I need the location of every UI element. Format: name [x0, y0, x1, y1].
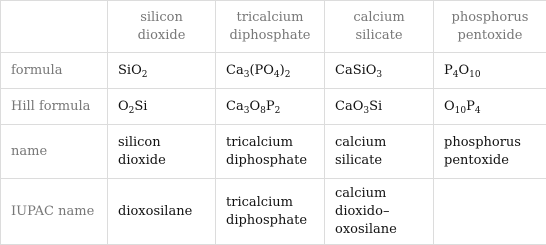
column-header-label: tricalcium diphosphate [229, 9, 311, 43]
name-cell [216, 125, 325, 179]
column-header-calcium-silicate [325, 1, 434, 53]
formula-subscript: 3 [363, 105, 370, 116]
name-cell [325, 125, 434, 179]
hill-formula-cell [108, 89, 216, 125]
formula-text: O [458, 62, 470, 78]
formula-text: O [444, 98, 455, 114]
iupac-name-text: calcium dioxido– oxosilane [335, 185, 397, 237]
hill-formula-cell [325, 89, 434, 125]
name-text: phosphorus pentoxide [444, 134, 521, 168]
formula-text: CaO [335, 98, 364, 114]
formula-subscript: 3 [243, 105, 250, 116]
iupac-name-cell [216, 179, 325, 245]
name-cell [434, 125, 546, 179]
formula-subscript: 3 [243, 69, 250, 80]
header-row [1, 1, 546, 53]
hill-formula-cell [216, 89, 325, 125]
formula-subscript: 2 [128, 105, 135, 116]
formula-cell [434, 53, 546, 89]
formula-subscript: 8 [260, 105, 266, 116]
name-text: calcium silicate [335, 134, 387, 168]
name-text: tricalcium diphosphate [226, 134, 308, 168]
column-header-tricalcium-diphosphate [216, 1, 325, 53]
formula-text: (PO [249, 62, 274, 78]
row-header-name: name [1, 125, 108, 179]
formula-text: Ca [226, 62, 244, 78]
formula-subscript: 2 [284, 69, 291, 80]
iupac-name-cell [325, 179, 434, 245]
formula-subscript: 4 [452, 69, 459, 80]
iupac-name-cell [434, 179, 546, 245]
row-header-formula: formula [1, 53, 108, 89]
name-text: silicon dioxide [118, 134, 166, 168]
hill-formula-cell [434, 89, 546, 125]
formula-subscript: 2 [141, 69, 148, 80]
column-header-label: silicon dioxide [137, 9, 186, 43]
formula-text: SiO [118, 62, 142, 78]
formula-subscript: 10 [469, 69, 481, 80]
formula-subscript: 4 [273, 69, 280, 80]
row-header-iupac-name: IUPAC name [1, 179, 108, 245]
formula-text: O [118, 98, 129, 114]
column-header-label: calcium silicate [353, 9, 405, 43]
formula-text: P [466, 98, 475, 114]
formula-text: Ca [226, 98, 244, 114]
name-cell [108, 125, 216, 179]
formula-text: P [265, 98, 275, 114]
iupac-name-text: dioxosilane [118, 203, 193, 219]
formula-text: Si [369, 98, 383, 114]
formula-cell [108, 53, 216, 89]
table-row-formula [1, 53, 546, 89]
formula-text: O [249, 98, 261, 114]
formula-text: ) [279, 62, 285, 78]
corner-cell [1, 1, 108, 53]
formula-subscript: 2 [274, 105, 281, 116]
column-header-phosphorus-pentoxide [434, 1, 546, 53]
formula-text: P [444, 62, 453, 78]
table-row-hill-formula [1, 89, 546, 125]
table-row-name [1, 125, 546, 179]
iupac-name-text: tricalcium diphosphate [226, 194, 308, 228]
formula-subscript: 4 [474, 105, 481, 116]
formula-text: CaSiO [335, 62, 377, 78]
iupac-name-cell [108, 179, 216, 245]
formula-text: Si [134, 98, 148, 114]
row-header-hill-formula: Hill formula [1, 89, 108, 125]
formula-cell [216, 53, 325, 89]
formula-subscript: 10 [454, 105, 467, 116]
formula-cell [325, 53, 434, 89]
column-header-silicon-dioxide [108, 1, 216, 53]
table-row-iupac-name [1, 179, 546, 245]
column-header-label: phosphorus pentoxide [451, 9, 529, 43]
formula-subscript: 3 [376, 69, 383, 80]
